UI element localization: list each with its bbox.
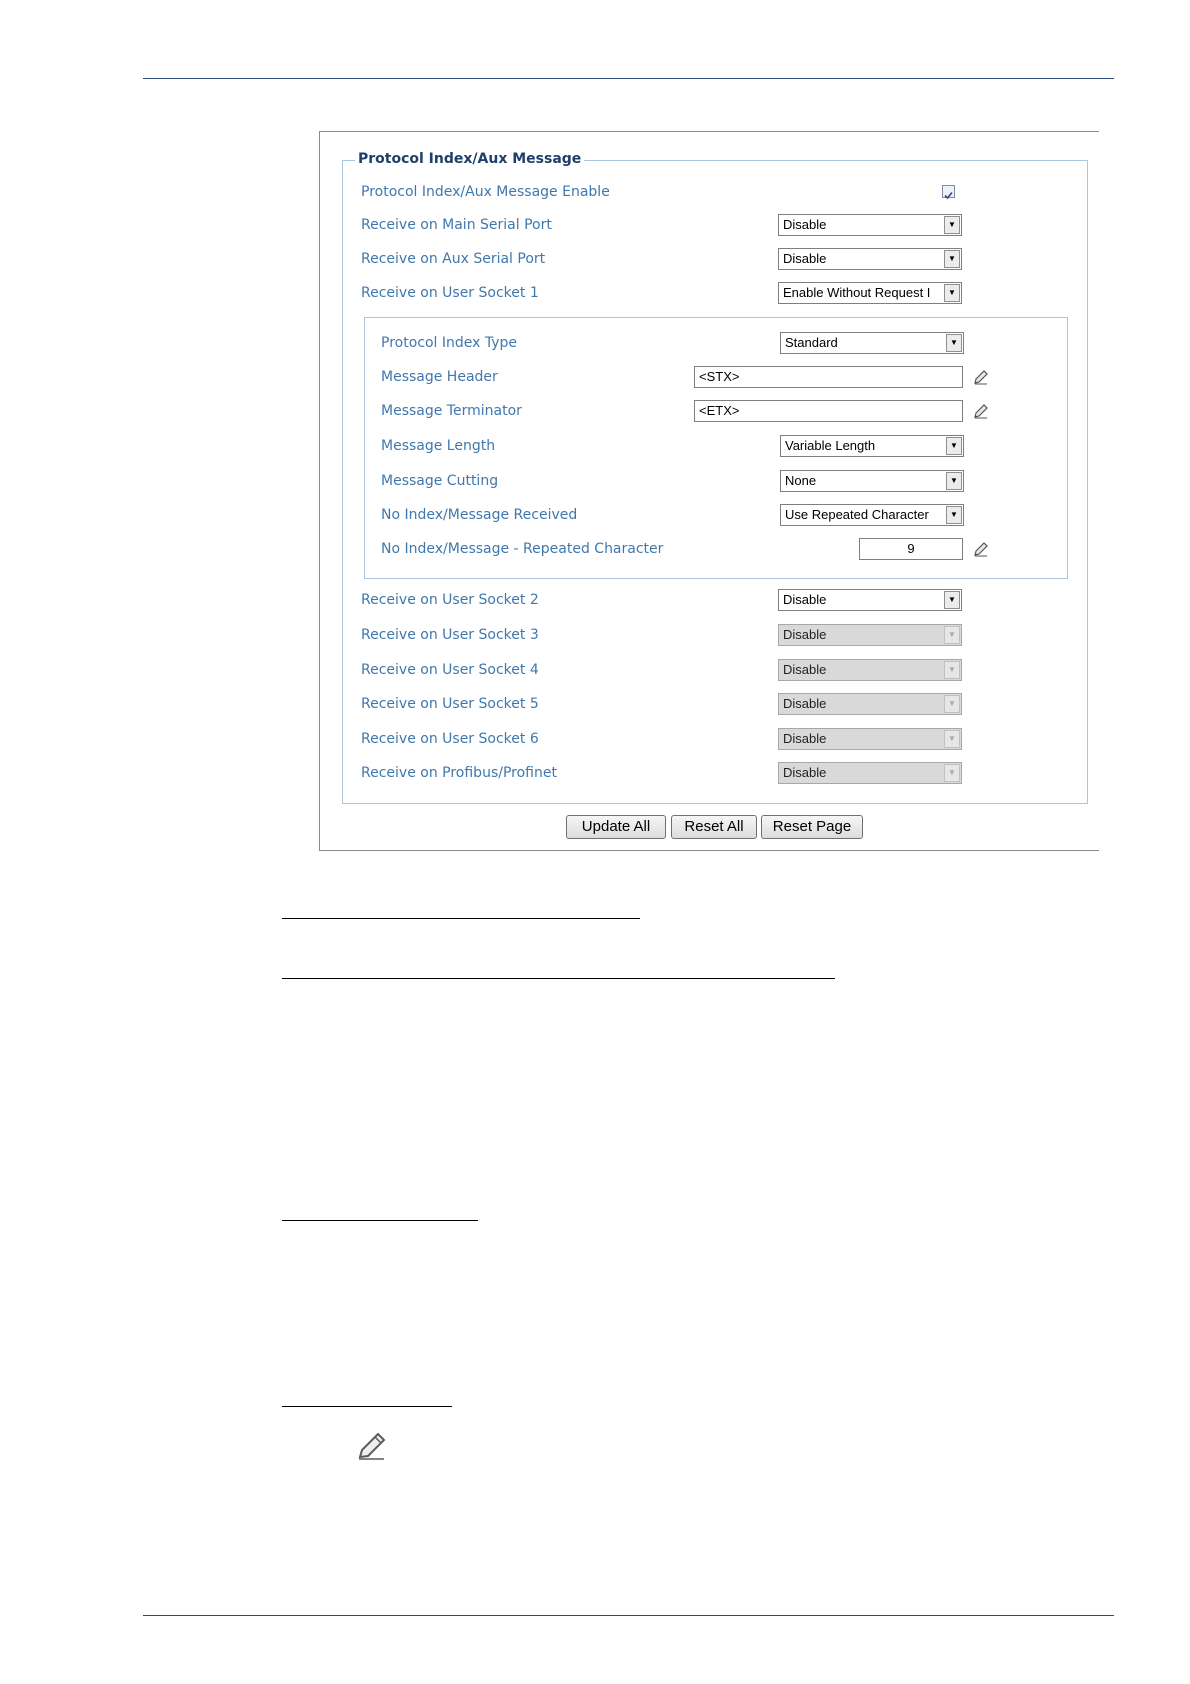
select-value: Disable bbox=[783, 662, 827, 677]
receive-user-socket-2-label: Receive on User Socket 2 bbox=[361, 592, 539, 608]
message-terminator-input[interactable]: <ETX> bbox=[694, 400, 963, 422]
enable-label: Protocol Index/Aux Message Enable bbox=[361, 184, 610, 200]
receive-aux-serial-select[interactable] bbox=[778, 248, 962, 270]
message-header-label: Message Header bbox=[381, 369, 498, 385]
chevron-down-icon: ▼ bbox=[946, 334, 962, 352]
protocol-index-type-select[interactable] bbox=[780, 332, 964, 354]
receive-user-socket-4-select bbox=[778, 659, 962, 681]
receive-user-socket-5-select bbox=[778, 693, 962, 715]
receive-user-socket-5-label: Receive on User Socket 5 bbox=[361, 696, 539, 712]
chevron-down-icon: ▼ bbox=[944, 764, 960, 782]
fieldset-legend: Protocol Index/Aux Message bbox=[355, 149, 584, 169]
receive-profibus-label: Receive on Profibus/Profinet bbox=[361, 765, 557, 781]
receive-main-serial-select[interactable] bbox=[778, 214, 962, 236]
heading-underline bbox=[282, 918, 640, 919]
message-length-label: Message Length bbox=[381, 438, 496, 454]
select-value: Enable Without Request I bbox=[783, 285, 931, 300]
heading-underline bbox=[282, 978, 835, 979]
select-value: Disable bbox=[783, 696, 827, 711]
pencil-icon[interactable] bbox=[972, 368, 990, 386]
message-header-input[interactable]: <STX> bbox=[694, 366, 963, 388]
receive-user-socket-3-select bbox=[778, 624, 962, 646]
chevron-down-icon: ▼ bbox=[944, 216, 960, 234]
check-mark-icon bbox=[943, 190, 954, 201]
select-value: Standard bbox=[785, 335, 838, 350]
receive-user-socket-6-select bbox=[778, 728, 962, 750]
enable-checkbox[interactable] bbox=[942, 185, 955, 198]
receive-user-socket-3-label: Receive on User Socket 3 bbox=[361, 627, 539, 643]
chevron-down-icon: ▼ bbox=[944, 626, 960, 644]
page-header-rule bbox=[143, 78, 1114, 79]
config-screenshot-frame bbox=[319, 131, 1099, 851]
receive-profibus-select bbox=[778, 762, 962, 784]
message-cutting-label: Message Cutting bbox=[381, 473, 499, 489]
pencil-icon[interactable] bbox=[972, 540, 990, 558]
chevron-down-icon: ▼ bbox=[944, 250, 960, 268]
message-length-select[interactable] bbox=[780, 435, 964, 457]
chevron-down-icon: ▼ bbox=[946, 472, 962, 490]
pencil-icon[interactable] bbox=[972, 402, 990, 420]
message-cutting-select[interactable] bbox=[780, 470, 964, 492]
heading-underline bbox=[282, 1406, 452, 1407]
receive-user-socket-2-select[interactable] bbox=[778, 589, 962, 611]
chevron-down-icon: ▼ bbox=[946, 437, 962, 455]
receive-user-socket-1-label: Receive on User Socket 1 bbox=[361, 285, 539, 301]
repeated-character-label: No Index/Message - Repeated Character bbox=[381, 541, 664, 557]
receive-aux-serial-label: Receive on Aux Serial Port bbox=[361, 251, 546, 267]
select-value: Disable bbox=[783, 251, 827, 266]
reset-page-button[interactable]: Reset Page bbox=[761, 815, 863, 839]
select-value: Disable bbox=[783, 217, 827, 232]
chevron-down-icon: ▼ bbox=[944, 661, 960, 679]
protocol-index-type-label: Protocol Index Type bbox=[381, 335, 518, 351]
repeated-character-input[interactable]: 9 bbox=[859, 538, 963, 560]
receive-user-socket-4-label: Receive on User Socket 4 bbox=[361, 662, 539, 678]
select-value: Disable bbox=[783, 731, 827, 746]
update-all-button[interactable]: Update All bbox=[566, 815, 666, 839]
message-terminator-label: Message Terminator bbox=[381, 403, 522, 419]
receive-main-serial-label: Receive on Main Serial Port bbox=[361, 217, 552, 233]
protocol-index-fieldset bbox=[342, 151, 1088, 804]
reset-all-button[interactable]: Reset All bbox=[671, 815, 757, 839]
receive-user-socket-1-select[interactable] bbox=[778, 282, 962, 304]
select-value: None bbox=[785, 473, 817, 488]
chevron-down-icon: ▼ bbox=[944, 730, 960, 748]
select-value: Disable bbox=[783, 765, 827, 780]
pencil-icon bbox=[354, 1428, 390, 1464]
chevron-down-icon: ▼ bbox=[944, 284, 960, 302]
user-socket-1-settings bbox=[364, 317, 1068, 579]
chevron-down-icon: ▼ bbox=[944, 695, 960, 713]
page-footer-rule bbox=[143, 1615, 1114, 1616]
heading-underline bbox=[282, 1220, 478, 1221]
chevron-down-icon: ▼ bbox=[944, 591, 960, 609]
select-value: Use Repeated Character bbox=[785, 507, 929, 522]
select-value: Disable bbox=[783, 627, 827, 642]
receive-user-socket-6-label: Receive on User Socket 6 bbox=[361, 731, 539, 747]
no-index-received-select[interactable] bbox=[780, 504, 964, 526]
select-value: Variable Length bbox=[785, 438, 876, 453]
no-index-received-label: No Index/Message Received bbox=[381, 507, 578, 523]
chevron-down-icon: ▼ bbox=[946, 506, 962, 524]
select-value: Disable bbox=[783, 592, 827, 607]
